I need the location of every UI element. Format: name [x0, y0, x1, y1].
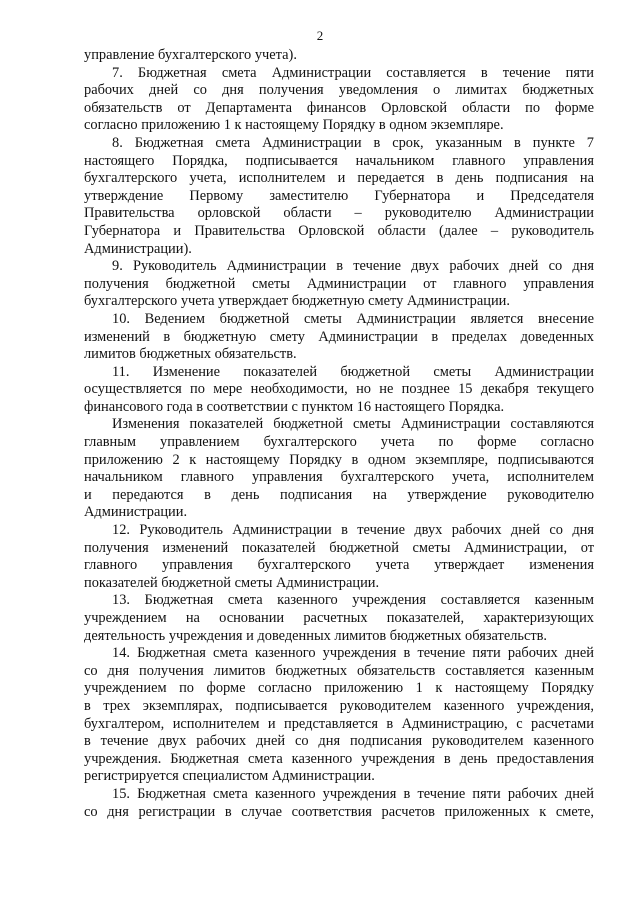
text-line: утверждение Первому заместителю Губернатора и Председателя: [84, 187, 594, 204]
text-line: получения изменений показателей бюджетной сметы Администрации, от: [84, 539, 594, 556]
text-line: начальником главного управления бухгалтерского учета, исполнителем: [84, 469, 594, 486]
text-line: согласно приложению 1 к настоящему Порядку в одном экземпляре.: [84, 117, 504, 134]
text-line: 12. Руководитель Администрации в течение двух рабочих дней со дня: [112, 522, 594, 539]
text-line: изменений в бюджетную смету Администрации в пределах доведенных: [84, 328, 594, 345]
text-line: со дня регистрации в случае соответствия расчетов приложенных к смете,: [84, 803, 594, 820]
text-line: Изменения показателей бюджетной сметы Администрации составляются: [112, 416, 594, 433]
text-line: деятельность учреждения и доведенных лимитов бюджетных обязательств.: [84, 627, 548, 644]
text-line: показателей бюджетной сметы Администрации.: [84, 574, 380, 591]
text-line: финансового года в соответствии с пунктом 16 настоящего Порядка.: [84, 398, 505, 415]
text-line: главного управления бухгалтерского учета утверждает изменения: [84, 557, 594, 574]
text-line: 13. Бюджетная смета казенного учреждения составляется казенным: [112, 592, 594, 609]
text-line: управление бухгалтерского учета).: [84, 47, 297, 63]
text-line: Администрации.: [84, 504, 188, 521]
text-line: Губернатора и Правительства Орловской области (далее – руководитель: [84, 222, 594, 239]
text-line: 15. Бюджетная смета казенного учреждения в течение пяти рабочих дней: [112, 785, 594, 802]
text-line: бухгалтером, исполнителем и представляется в Администрацию, с расчетами: [84, 715, 594, 732]
text-line: обязательств от Департамента финансов Орловской области по форме: [84, 99, 594, 116]
text-line: 14. Бюджетная смета казенного учреждения в течение пяти рабочих дней: [112, 645, 594, 662]
text-line: Правительства орловской области – руководителю Администрации: [84, 205, 594, 222]
text-line: учреждением по форме согласно приложению 1 к настоящему Порядку: [84, 680, 594, 697]
text-line: 8. Бюджетная смета Администрации в срок, указанным в пункте 7: [112, 134, 594, 151]
text-line: настоящего Порядка, подписывается начальником главного управления: [84, 152, 594, 169]
document-body: [84, 47, 594, 821]
text-line: 7. Бюджетная смета Администрации составляется в течение пяти: [112, 64, 594, 81]
text-line: Администрации).: [84, 240, 192, 257]
text-line: в течение двух рабочих дней со дня подписания руководителем казенного: [84, 733, 594, 750]
text-line: бухгалтерского учета, исполнителем и передается в день подписания на: [84, 170, 594, 187]
text-line: 9. Руководитель Администрации в течение двух рабочих дней со дня: [112, 258, 594, 275]
text-line: 10. Ведением бюджетной сметы Администрации является внесение: [112, 310, 594, 327]
text-line: рабочих дней со дня получения уведомления о лимитах бюджетных: [84, 82, 594, 99]
text-line: главным управлением бухгалтерского учета по форме согласно: [84, 434, 594, 451]
text-line: в трех экземплярах, подписывается руководителем казенного учреждения,: [84, 697, 594, 714]
text-line: приложению 2 к настоящему Порядку в одном экземпляре, подписываются: [84, 451, 594, 468]
text-line: осуществляется по мере необходимости, но не позднее 15 декабря текущего: [84, 381, 594, 398]
text-line: со дня получения лимитов бюджетных обязательств составляется казенным: [84, 662, 594, 679]
text-line: учреждения. Бюджетная смета казенного учреждения в день предоставления: [84, 750, 594, 767]
text-line: учреждением на основании расчетных показателей, характеризующих: [84, 610, 594, 626]
text-line: регистрируется специалистом Администрации.: [84, 768, 375, 785]
text-line: 11. Изменение показателей бюджетной сметы Администрации: [112, 363, 594, 380]
text-line: лимитов бюджетных обязательств.: [84, 346, 297, 363]
page-number: 2: [316, 28, 324, 43]
text-line: и передаются в день подписания на утверждение руководителю: [84, 486, 594, 503]
text-line: получения бюджетной сметы Администрации от главного управления: [84, 275, 594, 292]
text-line: бухгалтерского учета утверждает бюджетную смету Администрации.: [84, 293, 510, 310]
